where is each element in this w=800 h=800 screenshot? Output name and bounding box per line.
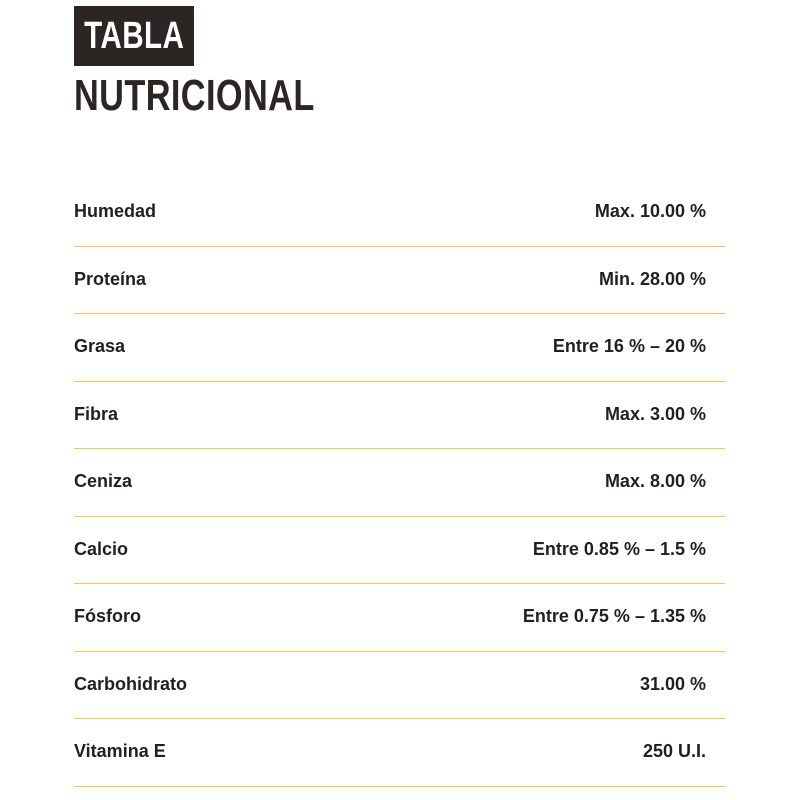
row-label: Proteína [74, 268, 147, 289]
row-label: Fósforo [74, 606, 141, 626]
row-label: Grasa [74, 336, 126, 356]
row-label: Ceniza [74, 471, 133, 491]
table-row [74, 382, 725, 450]
table-row [74, 517, 725, 585]
title-badge [74, 6, 194, 66]
table-row [74, 719, 725, 787]
row-value: 31.00 % [639, 673, 706, 694]
table-row [74, 449, 725, 517]
table-row [74, 584, 725, 652]
row-value: Max. 8.00 % [604, 471, 706, 491]
row-value: Entre 16 % – 20 % [552, 336, 706, 356]
row-value: Entre 0.85 % – 1.5 % [532, 538, 706, 559]
table-row [74, 247, 725, 315]
row-label: Carbohidrato [74, 673, 188, 694]
row-label: Vitamina E [74, 741, 166, 761]
row-value: Entre 0.75 % – 1.35 % [522, 606, 706, 626]
title-line-1: TABLA [83, 14, 185, 57]
nutrition-table [74, 179, 725, 787]
table-row [74, 652, 725, 720]
row-value: Max. 10.00 % [594, 201, 706, 221]
row-value: 250 U.I. [642, 741, 706, 761]
row-value: Min. 28.00 % [598, 268, 706, 289]
row-label: Fibra [74, 403, 119, 424]
row-label: Calcio [74, 538, 129, 559]
table-row [74, 314, 725, 382]
title-line-2: NUTRICIONAL [74, 71, 315, 120]
row-label: Humedad [74, 201, 157, 221]
row-value: Max. 3.00 % [604, 403, 706, 424]
table-row [74, 179, 725, 247]
